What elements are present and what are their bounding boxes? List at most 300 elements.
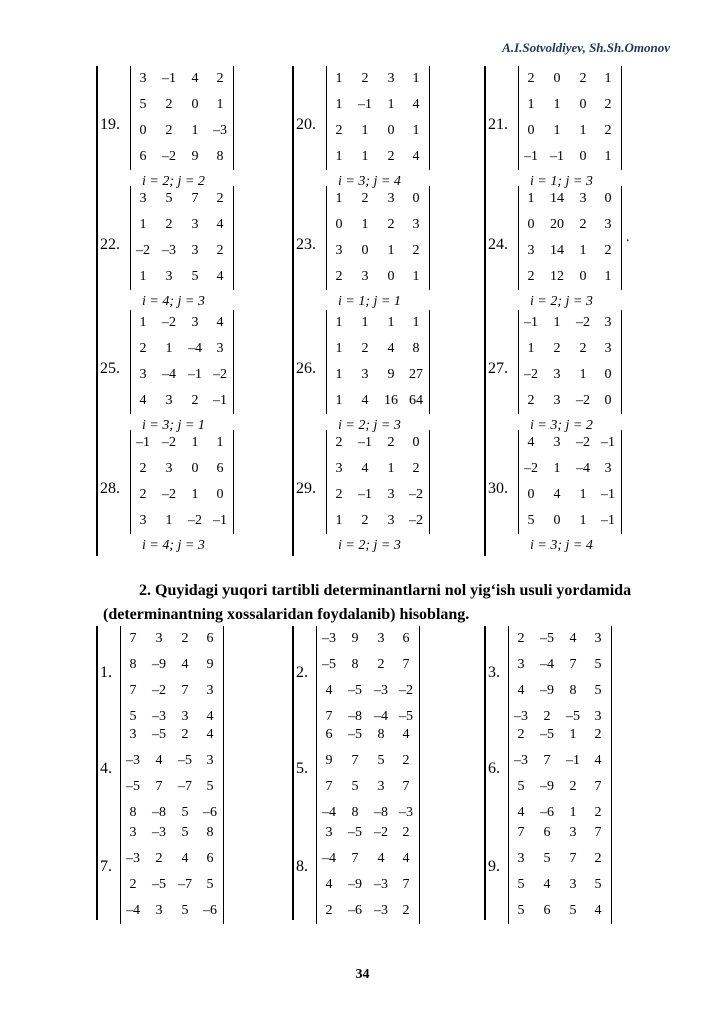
matrix-row	[327, 118, 429, 144]
matrix-entry: 2	[361, 71, 369, 86]
matrix-row	[131, 336, 233, 362]
exercise-19	[100, 66, 292, 198]
matrix-entry: 0	[335, 217, 343, 232]
matrix-entry: 1	[412, 71, 420, 86]
matrix-entry: 4	[139, 393, 147, 408]
exercise-number: 6.	[488, 760, 500, 777]
matrix-entry: 1	[387, 315, 395, 330]
determinant-matrix	[326, 430, 430, 534]
matrix-entry: 2	[216, 243, 224, 258]
matrix-entry: 6	[139, 149, 147, 164]
matrix-entry: 3	[604, 341, 612, 356]
matrix-entry: 2	[579, 341, 587, 356]
matrix-entry: –1	[566, 753, 580, 768]
exercise-number: 20.	[296, 116, 316, 133]
matrix-row	[327, 456, 429, 482]
matrix-entry: –5	[322, 657, 336, 672]
matrix-entry: 4	[181, 657, 189, 672]
matrix-entry: 1	[165, 513, 173, 528]
matrix-row	[327, 482, 429, 508]
matrix-entry: 3	[387, 513, 395, 528]
matrix-entry: 0	[412, 435, 420, 450]
determinant-matrix	[326, 310, 430, 414]
matrix-entry: 5	[181, 825, 189, 840]
matrix-row	[519, 118, 621, 144]
matrix-entry: 3	[139, 513, 147, 528]
matrix-row	[509, 678, 611, 704]
matrix-row	[519, 66, 621, 92]
matrix-entry: 3	[155, 631, 163, 646]
matrix-entry: –1	[601, 513, 615, 528]
matrix-row	[327, 186, 429, 212]
matrix-row	[121, 678, 223, 704]
matrix-entry: 0	[412, 191, 420, 206]
matrix-entry: 1	[191, 435, 199, 450]
matrix-entry: 4	[361, 461, 369, 476]
exercise-number: 19.	[100, 116, 120, 133]
matrix-entry: 2	[139, 487, 147, 502]
matrix-entry: –1	[213, 513, 227, 528]
matrix-entry: 4	[543, 877, 551, 892]
matrix-entry: –5	[348, 825, 362, 840]
matrix-entry: 3	[181, 709, 189, 724]
matrix-entry: 7	[543, 753, 551, 768]
matrix-entry: 0	[191, 97, 199, 112]
determinant-matrix	[130, 186, 234, 290]
matrix-row	[317, 678, 419, 704]
matrix-entry: 4	[553, 487, 561, 502]
matrix-entry: 4	[377, 851, 385, 866]
matrix-entry: –2	[162, 435, 176, 450]
matrix-entry: –1	[358, 97, 372, 112]
matrix-entry: –5	[566, 709, 580, 724]
matrix-entry: 1	[553, 461, 561, 476]
matrix-entry: 2	[517, 727, 525, 742]
matrix-entry: 9	[206, 657, 214, 672]
matrix-row	[317, 722, 419, 748]
matrix-entry: –5	[540, 727, 554, 742]
matrix-row	[519, 482, 621, 508]
matrix-row	[121, 652, 223, 678]
matrix-entry: 5	[517, 903, 525, 918]
column-rule	[292, 626, 294, 920]
matrix-row	[121, 774, 223, 800]
matrix-entry: 2	[361, 513, 369, 528]
matrix-entry: 4	[191, 71, 199, 86]
matrix-row	[327, 336, 429, 362]
matrix-entry: –1	[136, 435, 150, 450]
matrix-entry: 1	[335, 393, 343, 408]
matrix-row	[327, 66, 429, 92]
matrix-row	[327, 310, 429, 336]
matrix-row	[131, 144, 233, 170]
matrix-entry: 4	[206, 727, 214, 742]
determinant-matrix	[508, 820, 612, 924]
matrix-entry: 2	[579, 217, 587, 232]
matrix-entry: 3	[569, 825, 577, 840]
matrix-entry: 3	[527, 243, 535, 258]
matrix-entry: 2	[412, 243, 420, 258]
matrix-entry: 5	[594, 683, 602, 698]
matrix-entry: 3	[569, 877, 577, 892]
matrix-entry: 9	[351, 631, 359, 646]
matrix-row	[121, 898, 223, 924]
matrix-entry: 5	[206, 779, 214, 794]
matrix-row	[317, 820, 419, 846]
matrix-entry: 0	[527, 487, 535, 502]
matrix-entry: –8	[374, 805, 388, 820]
matrix-entry: –4	[322, 805, 336, 820]
matrix-entry: –2	[524, 461, 538, 476]
matrix-entry: 1	[527, 341, 535, 356]
matrix-entry: 7	[569, 657, 577, 672]
exercise-23	[296, 186, 488, 318]
matrix-entry: 0	[527, 123, 535, 138]
matrix-entry: –2	[188, 513, 202, 528]
matrix-entry: 0	[604, 191, 612, 206]
matrix-row	[327, 430, 429, 456]
matrix-entry: 2	[139, 341, 147, 356]
matrix-entry: 3	[191, 243, 199, 258]
matrix-entry: –6	[540, 805, 554, 820]
matrix-entry: 9	[387, 367, 395, 382]
determinant-matrix	[120, 626, 224, 730]
matrix-entry: –4	[374, 709, 388, 724]
matrix-entry: 3	[361, 367, 369, 382]
matrix-entry: –9	[540, 683, 554, 698]
matrix-entry: 7	[181, 683, 189, 698]
matrix-entry: 3	[129, 727, 137, 742]
exercise-21	[488, 66, 680, 198]
matrix-entry: 7	[517, 825, 525, 840]
determinant-matrix	[518, 186, 622, 290]
matrix-row	[317, 898, 419, 924]
exercise-5	[296, 722, 488, 822]
matrix-row	[131, 388, 233, 414]
matrix-entry: 4	[412, 149, 420, 164]
matrix-entry: 3	[517, 851, 525, 866]
matrix-entry: 3	[579, 191, 587, 206]
matrix-entry: 1	[216, 435, 224, 450]
matrix-row	[509, 722, 611, 748]
matrix-entry: 2	[517, 631, 525, 646]
matrix-entry: –5	[152, 877, 166, 892]
matrix-entry: 6	[325, 727, 333, 742]
matrix-entry: 4	[569, 631, 577, 646]
matrix-entry: 2	[181, 631, 189, 646]
matrix-entry: 1	[335, 367, 343, 382]
matrix-entry: 3	[206, 683, 214, 698]
matrix-entry: 4	[594, 753, 602, 768]
matrix-entry: –4	[576, 461, 590, 476]
matrix-entry: –2	[162, 315, 176, 330]
exercise-number: 26.	[296, 360, 316, 377]
matrix-entry: 2	[361, 341, 369, 356]
matrix-entry: 0	[604, 367, 612, 382]
matrix-entry: 4	[594, 903, 602, 918]
matrix-entry: 3	[191, 217, 199, 232]
matrix-entry: 3	[377, 631, 385, 646]
matrix-entry: 2	[594, 727, 602, 742]
exercise-number: 23.	[296, 236, 316, 253]
index-label: i = 1; j = 1	[338, 294, 401, 309]
matrix-entry: 0	[553, 513, 561, 528]
matrix-entry: 3	[216, 341, 224, 356]
exercise-6	[488, 722, 680, 822]
matrix-entry: 1	[335, 149, 343, 164]
matrix-entry: –2	[374, 825, 388, 840]
matrix-entry: 5	[181, 805, 189, 820]
matrix-entry: 3	[206, 753, 214, 768]
matrix-entry: –1	[550, 149, 564, 164]
matrix-entry: 8	[129, 657, 137, 672]
matrix-row	[519, 508, 621, 534]
matrix-entry: 3	[604, 217, 612, 232]
matrix-row	[519, 310, 621, 336]
matrix-entry: 3	[594, 631, 602, 646]
matrix-row	[131, 186, 233, 212]
matrix-entry: 2	[165, 97, 173, 112]
matrix-entry: 0	[527, 217, 535, 232]
matrix-entry: –5	[348, 683, 362, 698]
matrix-entry: –3	[213, 123, 227, 138]
matrix-entry: 7	[594, 825, 602, 840]
determinant-matrix	[508, 626, 612, 730]
index-label: i = 3; j = 4	[338, 174, 401, 189]
matrix-row	[131, 482, 233, 508]
exercise-number: 7.	[100, 858, 112, 875]
matrix-entry: 0	[604, 393, 612, 408]
matrix-entry: 1	[553, 97, 561, 112]
matrix-row	[519, 144, 621, 170]
matrix-row	[519, 456, 621, 482]
matrix-entry: 5	[351, 779, 359, 794]
matrix-row	[317, 846, 419, 872]
matrix-row	[327, 388, 429, 414]
matrix-entry: 3	[517, 657, 525, 672]
matrix-entry: 1	[579, 367, 587, 382]
matrix-entry: 7	[191, 191, 199, 206]
matrix-entry: 7	[325, 779, 333, 794]
matrix-entry: 1	[361, 123, 369, 138]
matrix-entry: 2	[553, 341, 561, 356]
exercise-26	[296, 310, 488, 442]
trailing-period: .	[626, 230, 630, 245]
matrix-row	[509, 652, 611, 678]
matrix-entry: –6	[348, 903, 362, 918]
exercise-number: 4.	[100, 760, 112, 777]
exercise-7	[100, 820, 292, 920]
exercise-number: 3.	[488, 664, 500, 681]
matrix-entry: –5	[540, 631, 554, 646]
matrix-entry: 4	[206, 709, 214, 724]
matrix-entry: 4	[412, 97, 420, 112]
matrix-entry: 2	[604, 97, 612, 112]
matrix-entry: 3	[335, 243, 343, 258]
matrix-entry: 2	[216, 71, 224, 86]
matrix-entry: 7	[325, 709, 333, 724]
matrix-entry: 3	[165, 269, 173, 284]
matrix-entry: –3	[514, 753, 528, 768]
matrix-entry: 4	[402, 851, 410, 866]
matrix-entry: –3	[374, 683, 388, 698]
matrix-entry: –2	[576, 435, 590, 450]
exercise-number: 28.	[100, 480, 120, 497]
matrix-entry: –6	[203, 805, 217, 820]
index-label: i = 3; j = 4	[530, 538, 593, 553]
matrix-entry: 3	[155, 903, 163, 918]
exercise-4	[100, 722, 292, 822]
matrix-entry: 2	[155, 851, 163, 866]
matrix-entry: –3	[399, 805, 413, 820]
matrix-entry: 8	[377, 727, 385, 742]
matrix-entry: –7	[178, 877, 192, 892]
matrix-entry: 8	[412, 341, 420, 356]
matrix-entry: 1	[216, 97, 224, 112]
matrix-entry: 1	[412, 315, 420, 330]
matrix-entry: 0	[139, 123, 147, 138]
determinant-matrix	[316, 722, 420, 826]
matrix-entry: 1	[553, 123, 561, 138]
matrix-row	[131, 264, 233, 290]
matrix-entry: –2	[399, 683, 413, 698]
matrix-entry: 1	[527, 191, 535, 206]
matrix-entry: –5	[178, 753, 192, 768]
matrix-entry: 3	[553, 435, 561, 450]
matrix-row	[327, 508, 429, 534]
matrix-row	[121, 820, 223, 846]
matrix-row	[327, 238, 429, 264]
matrix-entry: –3	[514, 709, 528, 724]
matrix-row	[519, 238, 621, 264]
matrix-entry: –3	[126, 753, 140, 768]
determinant-matrix	[518, 430, 622, 534]
determinant-matrix	[316, 626, 420, 730]
matrix-row	[509, 748, 611, 774]
matrix-row	[121, 846, 223, 872]
matrix-entry: 2	[387, 149, 395, 164]
matrix-entry: 2	[402, 825, 410, 840]
matrix-entry: 2	[377, 657, 385, 672]
matrix-entry: –3	[152, 709, 166, 724]
matrix-entry: 1	[139, 217, 147, 232]
matrix-entry: 1	[335, 191, 343, 206]
matrix-entry: 2	[604, 123, 612, 138]
matrix-row	[131, 92, 233, 118]
matrix-entry: –9	[540, 779, 554, 794]
matrix-entry: 1	[579, 123, 587, 138]
matrix-entry: 8	[351, 805, 359, 820]
index-label: i = 1; j = 3	[530, 174, 593, 189]
matrix-entry: –7	[178, 779, 192, 794]
matrix-entry: 1	[604, 269, 612, 284]
exercise-28	[100, 430, 292, 562]
matrix-entry: 1	[191, 123, 199, 138]
matrix-entry: –2	[576, 393, 590, 408]
matrix-entry: 14	[550, 243, 564, 258]
matrix-entry: 1	[335, 513, 343, 528]
matrix-entry: 5	[191, 269, 199, 284]
matrix-entry: –1	[358, 435, 372, 450]
matrix-entry: 7	[155, 779, 163, 794]
exercise-number: 29.	[296, 480, 316, 497]
matrix-row	[121, 748, 223, 774]
matrix-entry: 1	[335, 341, 343, 356]
matrix-row	[509, 626, 611, 652]
matrix-entry: 7	[402, 657, 410, 672]
matrix-entry: 2	[335, 269, 343, 284]
matrix-row	[327, 144, 429, 170]
matrix-row	[509, 820, 611, 846]
matrix-entry: 3	[553, 393, 561, 408]
matrix-entry: –3	[162, 243, 176, 258]
column-rule	[96, 66, 98, 556]
matrix-entry: –4	[540, 657, 554, 672]
determinant-matrix	[508, 722, 612, 826]
exercise-number: 27.	[488, 360, 508, 377]
matrix-entry: 1	[191, 487, 199, 502]
matrix-entry: –1	[601, 487, 615, 502]
matrix-entry: 1	[604, 71, 612, 86]
determinant-matrix	[130, 310, 234, 414]
matrix-entry: 4	[155, 753, 163, 768]
matrix-entry: 0	[191, 461, 199, 476]
matrix-entry: 2	[387, 435, 395, 450]
matrix-entry: 2	[579, 71, 587, 86]
matrix-entry: 4	[387, 341, 395, 356]
matrix-entry: 2	[387, 217, 395, 232]
matrix-entry: 5	[377, 753, 385, 768]
matrix-entry: 2	[402, 753, 410, 768]
matrix-entry: 7	[402, 877, 410, 892]
matrix-entry: 5	[569, 903, 577, 918]
column-rule	[484, 626, 486, 920]
matrix-row	[131, 66, 233, 92]
matrix-entry: 16	[384, 393, 398, 408]
matrix-row	[131, 310, 233, 336]
matrix-entry: 0	[579, 97, 587, 112]
matrix-entry: 3	[165, 461, 173, 476]
matrix-entry: 3	[139, 191, 147, 206]
matrix-entry: 2	[594, 805, 602, 820]
matrix-entry: 20	[550, 217, 564, 232]
matrix-row	[519, 264, 621, 290]
matrix-entry: –1	[358, 487, 372, 502]
matrix-entry: –9	[348, 877, 362, 892]
matrix-entry: –2	[152, 683, 166, 698]
matrix-row	[131, 430, 233, 456]
matrix-entry: 5	[527, 513, 535, 528]
matrix-entry: 4	[325, 877, 333, 892]
exercise-number: 24.	[488, 236, 508, 253]
matrix-entry: –2	[136, 243, 150, 258]
matrix-entry: –5	[152, 727, 166, 742]
matrix-entry: 2	[402, 903, 410, 918]
matrix-row	[509, 774, 611, 800]
matrix-entry: 0	[361, 243, 369, 258]
matrix-row	[327, 92, 429, 118]
matrix-row	[327, 362, 429, 388]
matrix-entry: –4	[188, 341, 202, 356]
matrix-entry: 2	[335, 487, 343, 502]
matrix-entry: 5	[517, 877, 525, 892]
exercise-25	[100, 310, 292, 442]
matrix-entry: 2	[129, 877, 137, 892]
matrix-entry: 5	[543, 851, 551, 866]
matrix-entry: 9	[191, 149, 199, 164]
matrix-row	[519, 336, 621, 362]
matrix-row	[131, 118, 233, 144]
